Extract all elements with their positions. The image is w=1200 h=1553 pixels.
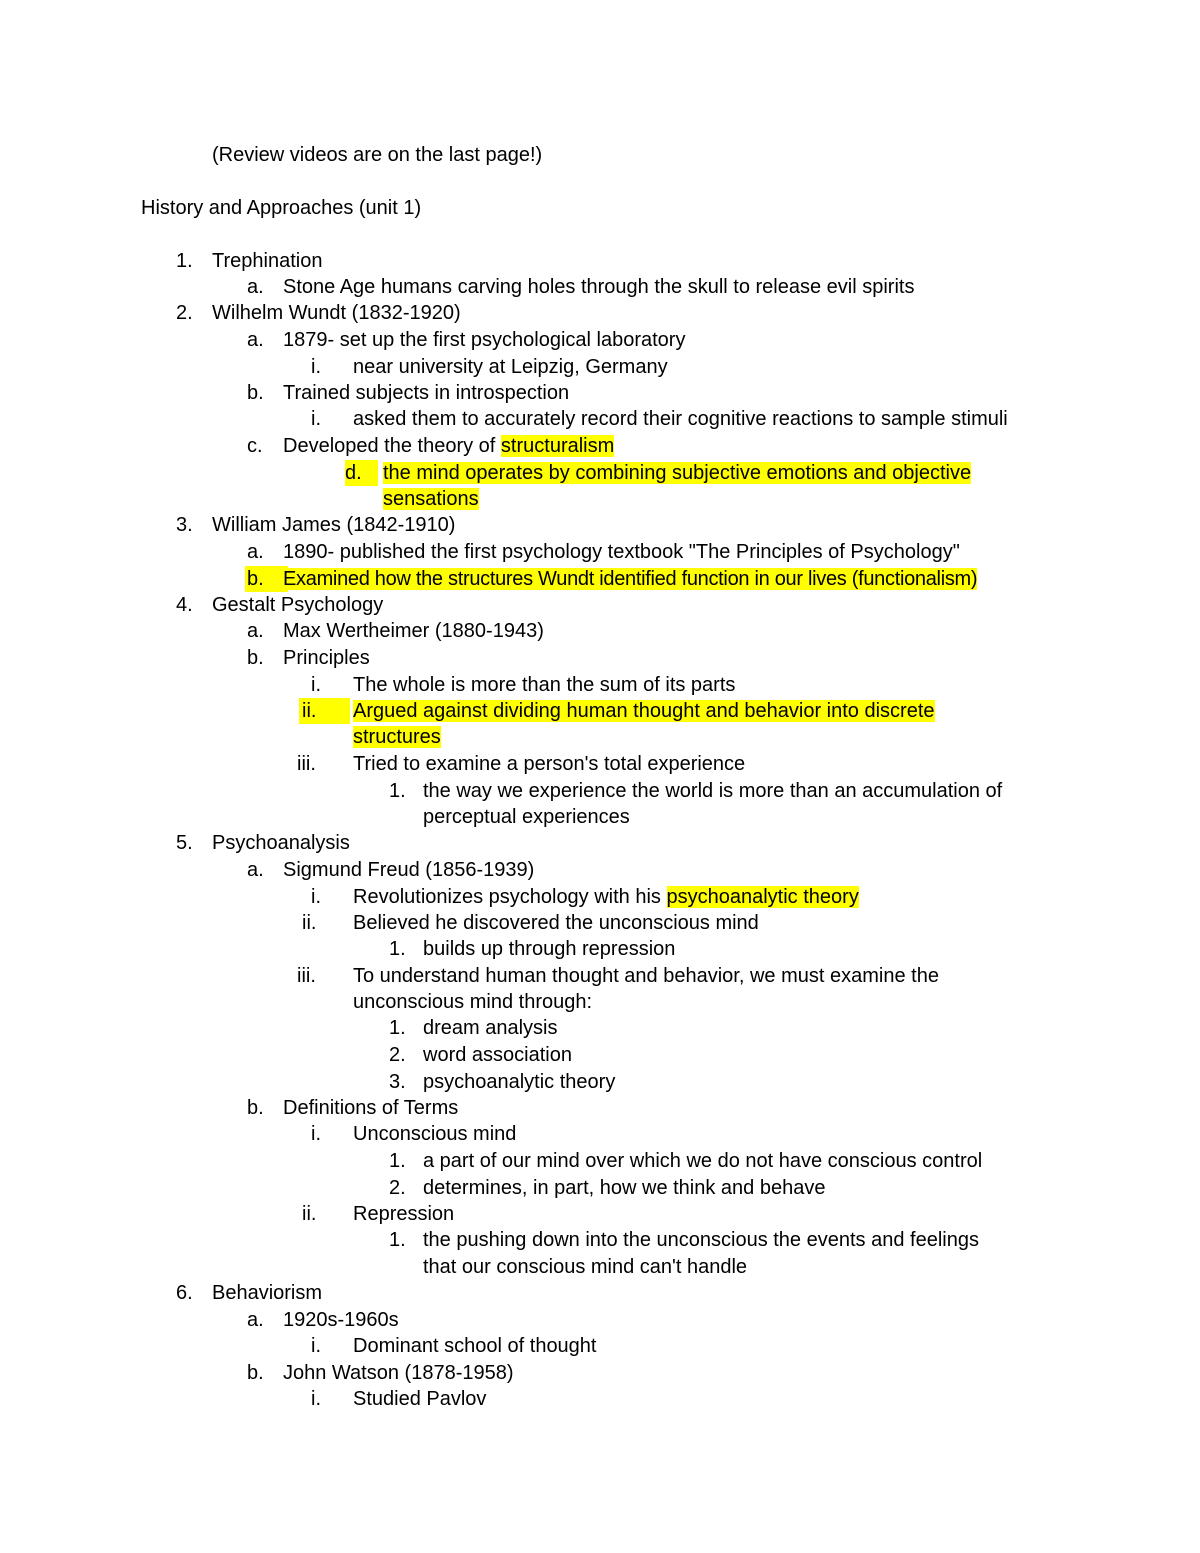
list-marker: a.: [247, 276, 264, 298]
list-marker: 6.: [176, 1282, 193, 1304]
list-marker: i.: [311, 1123, 321, 1145]
list-marker: i.: [311, 408, 321, 430]
list-marker: a.: [247, 620, 264, 642]
list-item: Wilhelm Wundt (1832-1920): [212, 302, 461, 324]
list-marker: 1.: [389, 1229, 406, 1251]
list-marker: a.: [247, 541, 264, 563]
list-marker: i.: [311, 674, 321, 696]
list-marker: a.: [247, 1309, 264, 1331]
list-item: a part of our mind over which we do not have conscious control: [423, 1150, 983, 1172]
list-item: Gestalt Psychology: [212, 594, 384, 616]
highlighted-term: structuralism: [500, 435, 615, 457]
list-marker: 1.: [389, 938, 406, 960]
list-marker: a.: [247, 859, 264, 881]
list-item-continuation: that our conscious mind can't handle: [423, 1256, 748, 1278]
list-item: Trained subjects in introspection: [283, 382, 570, 404]
list-marker: iii.: [297, 965, 316, 987]
list-item: psychoanalytic theory: [423, 1071, 616, 1093]
list-item: Max Wertheimer (1880-1943): [283, 620, 544, 642]
list-item: Definitions of Terms: [283, 1097, 459, 1119]
list-item: Unconscious mind: [353, 1123, 517, 1145]
list-item: Stone Age humans carving holes through the skull to release evil spirits: [283, 276, 915, 298]
highlighted-text: the mind operates by combining subjective emotions and objective: [383, 462, 972, 484]
list-item: Believed he discovered the unconscious mind: [353, 912, 759, 934]
list-item: Principles: [283, 647, 370, 669]
list-item-continuation: perceptual experiences: [423, 806, 630, 828]
list-marker: 3.: [176, 514, 193, 536]
list-marker: i.: [311, 1335, 321, 1357]
list-item: word association: [423, 1044, 572, 1066]
list-item: John Watson (1878-1958): [283, 1362, 514, 1384]
list-marker: iii.: [297, 753, 316, 775]
list-marker: b.: [247, 1362, 264, 1384]
list-item: William James (1842-1910): [212, 514, 456, 536]
list-marker: 1.: [176, 250, 193, 272]
list-marker: ii.: [302, 1203, 317, 1225]
review-note: (Review videos are on the last page!): [212, 144, 543, 166]
list-marker: i.: [311, 1388, 321, 1410]
list-item: The whole is more than the sum of its parts: [353, 674, 736, 696]
list-item: dream analysis: [423, 1017, 558, 1039]
list-item: Repression: [353, 1203, 455, 1225]
list-item-continuation: [353, 724, 441, 750]
list-item-text: Developed the theory of: [283, 435, 501, 457]
list-item-continuation: unconscious mind through:: [353, 991, 593, 1013]
list-item: Behaviorism: [212, 1282, 323, 1304]
list-marker: 2.: [176, 302, 193, 324]
list-marker: 1.: [389, 1150, 406, 1172]
list-item: determines, in part, how we think and behave: [423, 1177, 826, 1199]
list-marker: 2.: [389, 1044, 406, 1066]
list-marker: ii.: [299, 698, 350, 724]
list-item: [283, 566, 977, 592]
list-marker: 1.: [389, 1017, 406, 1039]
list-item: 1920s-1960s: [283, 1309, 399, 1331]
list-marker: b.: [247, 647, 264, 669]
highlighted-text: Examined how the structures Wundt identified function in our lives (functionalism): [283, 568, 978, 590]
list-item: builds up through repression: [423, 938, 676, 960]
list-item: Sigmund Freud (1856-1939): [283, 859, 535, 881]
list-item: Psychoanalysis: [212, 832, 350, 854]
list-item: 1879- set up the first psychological laboratory: [283, 329, 686, 351]
list-marker: d.: [345, 460, 378, 486]
list-item-continuation: [383, 486, 479, 512]
list-item: asked them to accurately record their cognitive reactions to sample stimuli: [353, 408, 1008, 430]
list-marker: b.: [245, 566, 288, 592]
list-marker: i.: [311, 886, 321, 908]
list-item: To understand human thought and behavior, we must examine the: [353, 965, 939, 987]
list-marker: b.: [247, 382, 264, 404]
list-item-text: Revolutionizes psychology with his: [353, 886, 667, 908]
list-marker: i.: [311, 356, 321, 378]
list-marker: ii.: [302, 912, 317, 934]
list-marker: b.: [247, 1097, 264, 1119]
list-item: [353, 884, 859, 910]
section-title: History and Approaches (unit 1): [141, 197, 422, 219]
list-item: near university at Leipzig, Germany: [353, 356, 668, 378]
list-marker: c.: [247, 435, 263, 457]
list-marker: 3.: [389, 1071, 406, 1093]
list-item: [283, 433, 614, 459]
list-item: Tried to examine a person's total experience: [353, 753, 746, 775]
list-marker: 1.: [389, 780, 406, 802]
list-item: the pushing down into the unconscious the events and feelings: [423, 1229, 979, 1251]
list-item: the way we experience the world is more than an accumulation of: [423, 780, 1003, 802]
highlighted-term: psychoanalytic theory: [666, 886, 859, 908]
list-item: Trephination: [212, 250, 323, 272]
list-marker: a.: [247, 329, 264, 351]
list-item: 1890- published the first psychology textbook "The Principles of Psychology": [283, 541, 960, 563]
list-item: [383, 460, 971, 486]
highlighted-text: sensations: [383, 488, 479, 510]
list-marker: 4.: [176, 594, 193, 616]
list-marker: 2.: [389, 1177, 406, 1199]
highlighted-text: Argued against dividing human thought and behavior into discrete: [353, 700, 935, 722]
list-item: [353, 698, 935, 724]
list-marker: 5.: [176, 832, 193, 854]
list-item: Dominant school of thought: [353, 1335, 597, 1357]
highlighted-text: structures: [353, 726, 441, 748]
list-item: Studied Pavlov: [353, 1388, 487, 1410]
